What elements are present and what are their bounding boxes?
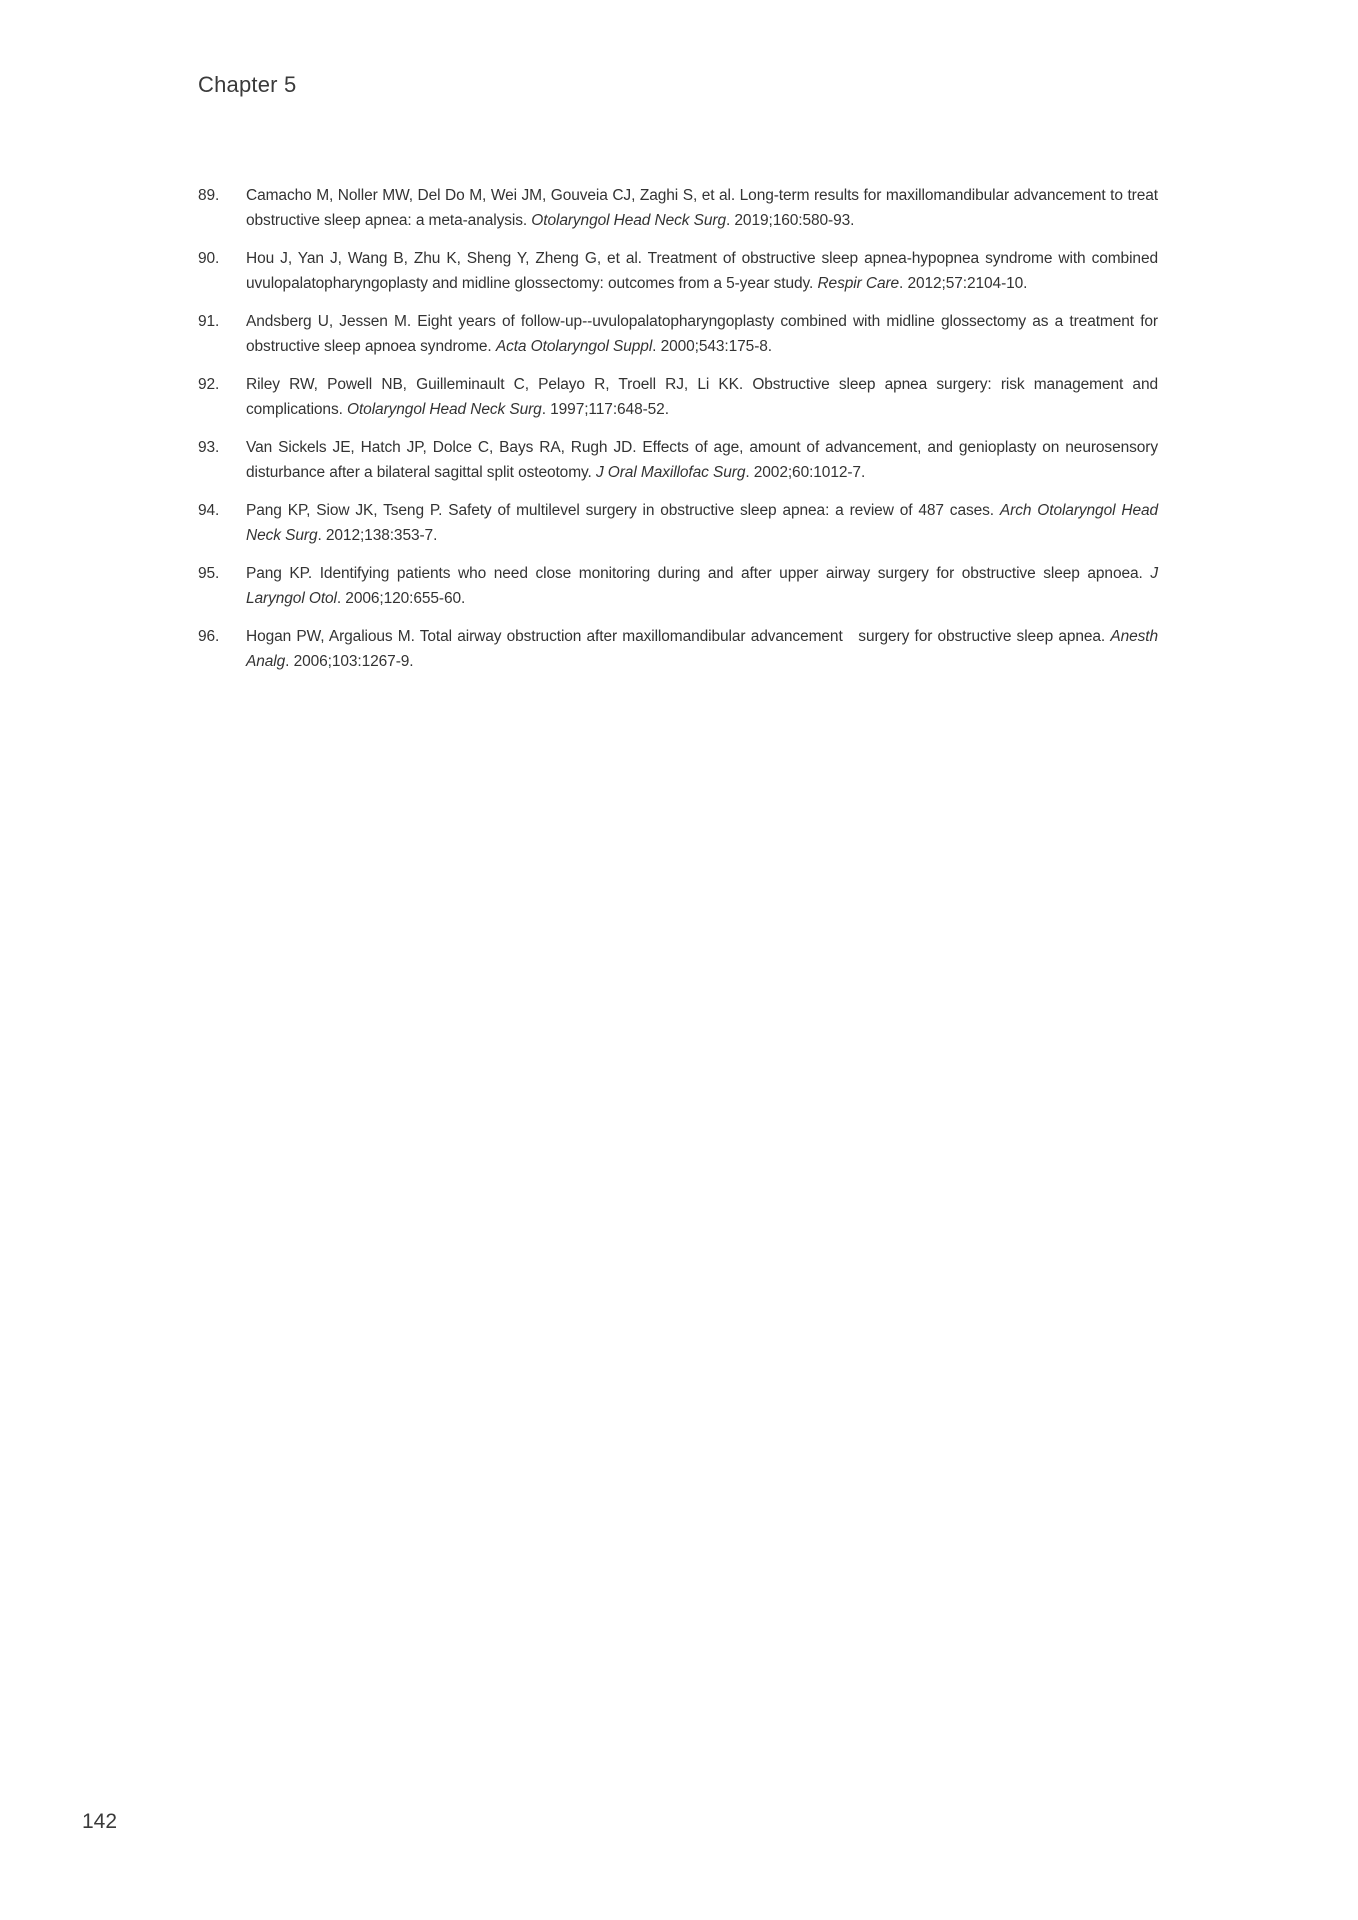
reference-number: 94. bbox=[198, 502, 220, 519]
reference-journal: J Oral Maxillofac Surg bbox=[595, 464, 746, 481]
reference-journal: Acta Otolaryngol Suppl bbox=[495, 338, 653, 355]
reference-issue-pages: . 1997;117:648-52. bbox=[541, 401, 669, 418]
reference-number: 96. bbox=[198, 628, 220, 645]
reference-citation-text: Riley RW, Powell NB, Guilleminault C, Pelayo R, Troell RJ, Li KK. Obstructive sleep apnea surgery: risk management and complications. bbox=[246, 376, 1158, 418]
reference-number: 95. bbox=[198, 565, 220, 582]
reference-number: 90. bbox=[198, 250, 220, 267]
reference-text bbox=[246, 624, 1158, 674]
reference-item bbox=[198, 624, 1158, 674]
reference-citation-text: Pang KP, Siow JK, Tseng P. Safety of multilevel surgery in obstructive sleep apnea: a review of 487 cases. bbox=[246, 502, 1000, 519]
reference-item bbox=[198, 372, 1158, 422]
reference-issue-pages: . 2019;160:580-93. bbox=[726, 212, 855, 229]
reference-item bbox=[198, 561, 1158, 611]
reference-item bbox=[198, 309, 1158, 359]
running-header: Chapter 5 bbox=[198, 72, 297, 97]
reference-text bbox=[246, 435, 1158, 485]
reference-journal: Respir Care bbox=[817, 275, 900, 292]
reference-citation-text: Pang KP. Identifying patients who need close monitoring during and after upper airway surgery for obstructive sleep apnoea. bbox=[246, 565, 1151, 582]
reference-text bbox=[246, 498, 1158, 548]
reference-issue-pages: . 2006;120:655-60. bbox=[336, 590, 466, 607]
reference-journal: J Laryngol Otol bbox=[246, 565, 1158, 607]
reference-citation-text: Hou J, Yan J, Wang B, Zhu K, Sheng Y, Zheng G, et al. Treatment of obstructive sleep apnea-hypopnea syndrome with combined uvulopalatopharyngoplasty and midline glossectomy: outcomes from a 5-year study. bbox=[246, 250, 1158, 292]
reference-citation-text: Andsberg U, Jessen M. Eight years of follow-up--uvulopalatopharyngoplasty combined with midline glossectomy as a treatment for obstructive sleep apnoea syndrome. bbox=[246, 313, 1158, 355]
reference-item bbox=[198, 183, 1158, 233]
reference-citation-text: Camacho M, Noller MW, Del Do M, Wei JM, Gouveia CJ, Zaghi S, et al. Long-term results for maxillomandibular advancement to treat obstructive sleep apnea: a meta-analysis. bbox=[246, 187, 1158, 229]
reference-citation-text: Van Sickels JE, Hatch JP, Dolce C, Bays RA, Rugh JD. Effects of age, amount of advancement, and genioplasty on neurosensory disturbance after a bilateral sagittal split osteotomy. bbox=[246, 439, 1158, 481]
reference-list bbox=[198, 183, 1158, 687]
reference-text bbox=[246, 561, 1158, 611]
reference-issue-pages: . 2002;60:1012-7. bbox=[745, 464, 866, 481]
page-number: 142 bbox=[82, 1810, 118, 1833]
reference-number: 92. bbox=[198, 376, 220, 393]
reference-issue-pages: . 2012;57:2104-10. bbox=[899, 275, 1028, 292]
reference-citation-text: Hogan PW, Argalious M. Total airway obstruction after maxillomandibular advancement surgery for obstructive sleep apnea. bbox=[246, 628, 1111, 645]
reference-journal: Otolaryngol Head Neck Surg bbox=[347, 401, 542, 418]
reference-text bbox=[246, 309, 1158, 359]
reference-text bbox=[246, 246, 1158, 296]
reference-text bbox=[246, 183, 1158, 233]
reference-number: 91. bbox=[198, 313, 220, 330]
reference-journal: Anesth Analg bbox=[246, 628, 1158, 670]
reference-journal: Otolaryngol Head Neck Surg bbox=[531, 212, 726, 229]
reference-issue-pages: . 2000;543:175-8. bbox=[652, 338, 772, 355]
reference-item bbox=[198, 246, 1158, 296]
reference-number: 89. bbox=[198, 187, 220, 204]
reference-item bbox=[198, 498, 1158, 548]
reference-number: 93. bbox=[198, 439, 220, 456]
reference-issue-pages: . 2006;103:1267-9. bbox=[285, 653, 414, 670]
reference-journal: Arch Otolaryngol Head Neck Surg bbox=[246, 502, 1159, 544]
reference-item bbox=[198, 435, 1158, 485]
reference-issue-pages: . 2012;138:353-7. bbox=[317, 527, 438, 544]
reference-text bbox=[246, 372, 1158, 422]
